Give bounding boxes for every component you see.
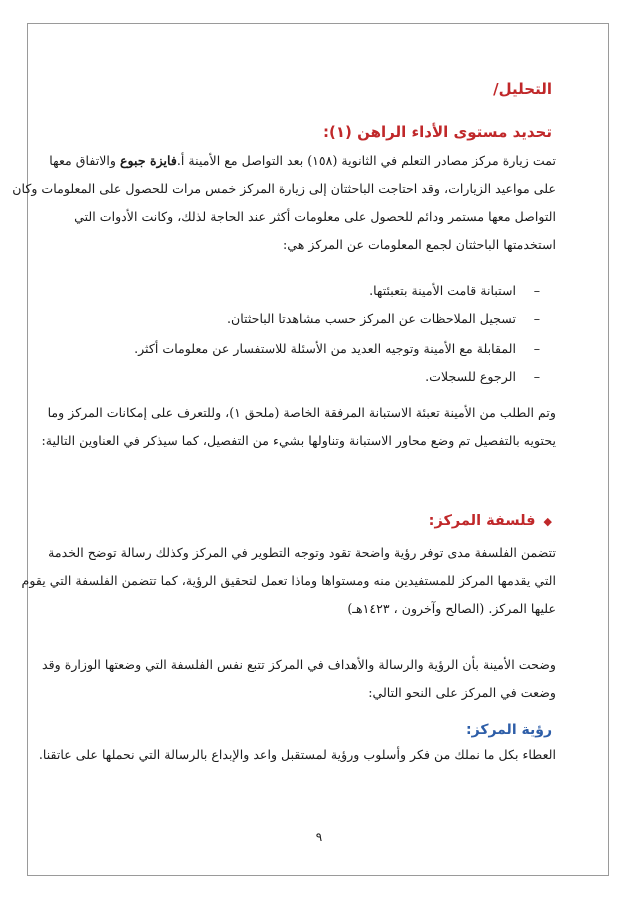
performance-level-heading: تحديد مستوى الأداء الراهن (١):: [323, 123, 552, 141]
paragraph-line: على مواعيد الزيارات، وقد احتاجت الباحثتان إلى زيارة المركز خمس مرات للحصول على المعلومات وكان: [12, 181, 556, 196]
paragraph-line: التي يقدمها المركز للمستفيدين منه ومستواها وماذا تعمل لتحقيق الرؤية، كما تتضمن الفلسفة التي يقوم: [21, 573, 556, 588]
list-item: – الرجوع للسجلات.: [425, 369, 540, 384]
list-item: – استبانة قامت الأمينة بتعبئتها.: [369, 283, 540, 298]
dash-bullet: –: [533, 369, 540, 384]
paragraph-line: وتم الطلب من الأمينة تعبئة الاستبانة المرفقة الخاصة (ملحق ١)، وللتعرف على إمكانات المركز وما: [47, 405, 556, 420]
paragraph-line: تمت زيارة مركز مصادر التعلم في الثانوية (١٥٨) بعد التواصل مع الأمينة أ.فايزة جبوع والاتفاق معها: [49, 153, 556, 168]
vision-text: العطاء بكل ما نملك من فكر وأسلوب ورؤية لمستقبل واعد والإبداع بالرسالة التي نحملها على عاتقنا.: [38, 747, 556, 762]
paragraph-line: التواصل معها مستمر ودائم للحصول على معلومات أكثر عند الحاجة لذلك، وكانت الأدوات التي: [74, 209, 556, 224]
paragraph-line: استخدمتها الباحثتان لجمع المعلومات عن المركز هي:: [283, 237, 556, 252]
diamond-bullet-icon: ◆: [543, 515, 552, 528]
paragraph-line: تتضمن الفلسفة مدى توفر رؤية واضحة تقود وتوجه التطوير في المركز وكذلك رسالة توضح الخدمة: [48, 545, 556, 560]
paragraph-line: عليها المركز. (الصالح وآخرون ، ١٤٢٣هـ): [347, 601, 556, 616]
vision-heading: رؤية المركز:: [466, 722, 552, 738]
list-item: – تسجيل الملاحظات عن المركز حسب مشاهدتا الباحثتان.: [226, 311, 540, 326]
page-number: ٩: [315, 830, 323, 844]
paragraph-line: وضعت في المركز على النحو التالي:: [368, 685, 556, 700]
paragraph-line: يحتويه بالتفصيل تم وضع محاور الاستبانة وتناولها بشيء من التفصيل، كما سيذكر في العناوين التالية:: [41, 433, 556, 448]
list-item: – المقابلة مع الأمينة وتوجيه العديد من الأسئلة للاستفسار عن معلومات أكثر.: [134, 341, 540, 356]
dash-bullet: –: [533, 341, 540, 356]
paragraph-line: وضحت الأمينة بأن الرؤية والرسالة والأهداف في المركز تتبع نفس الفلسفة التي وضعتها الوزارة وقد: [42, 657, 556, 672]
librarian-name: فايزة جبوع: [120, 153, 177, 168]
analysis-heading: التحليل/: [493, 80, 552, 98]
philosophy-heading: ◆فلسفة المركز:: [428, 513, 552, 529]
dash-bullet: –: [533, 311, 540, 326]
dash-bullet: –: [533, 283, 540, 298]
